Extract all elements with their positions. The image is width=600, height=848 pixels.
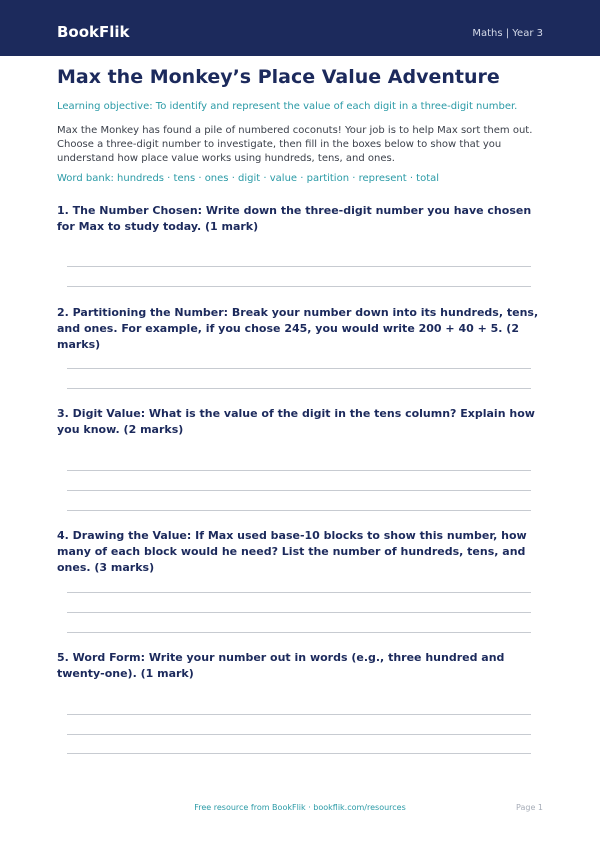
- question-text: 5. Word Form: Write your number out in words (e.g., three hundred and twenty-one). (1 mark): [57, 651, 505, 680]
- answer-line[interactable]: [67, 286, 531, 287]
- worksheet-title: Max the Monkey’s Place Value Adventure: [57, 66, 500, 88]
- learning-objective: Learning objective: To identify and represent the value of each digit in a three-digit number.: [57, 101, 518, 112]
- page-footer: [0, 802, 600, 816]
- answer-line[interactable]: [67, 266, 531, 267]
- word-bank: Word bank: hundreds · tens · ones · digit · value · partition · represent · total: [57, 173, 440, 184]
- page-number: Page 1: [516, 803, 543, 812]
- answer-line[interactable]: [67, 632, 531, 633]
- answer-line[interactable]: [67, 510, 531, 511]
- question-text: 1. The Number Chosen: Write down the three-digit number you have chosen for Max to study today. (1 mark): [57, 204, 532, 233]
- subject-year-label: Maths | Year 3: [472, 28, 543, 39]
- answer-line[interactable]: [67, 734, 531, 735]
- answer-line[interactable]: [67, 388, 531, 389]
- brand-logo[interactable]: BookFlik: [57, 23, 130, 41]
- question-text: 4. Drawing the Value: If Max used base-10 blocks to show this number, how many of each block would he need? List the number of hundreds, tens, and ones. (3 marks): [57, 529, 527, 574]
- answer-line[interactable]: [67, 612, 531, 613]
- site-header: [0, 0, 600, 56]
- answer-line[interactable]: [67, 753, 531, 754]
- question-2: [57, 305, 543, 353]
- question-3: [57, 406, 543, 438]
- answer-line[interactable]: [67, 592, 531, 593]
- footer-source-link[interactable]: Free resource from BookFlik · bookflik.com/resources: [194, 803, 406, 812]
- question-text: 2. Partitioning the Number: Break your number down into its hundreds, tens, and ones. For example, if you chose 245, you would write 200 + 40 + 5. (2 marks): [57, 306, 539, 351]
- question-4: [57, 528, 543, 576]
- intro-paragraph: Max the Monkey has found a pile of numbered coconuts! Your job is to help Max sort them out. Choose a three-digit number to investigate, then fill in the boxes below to show that you understand how place value works using hundreds, tens, and ones.: [57, 125, 533, 164]
- question-1: [57, 203, 543, 235]
- answer-line[interactable]: [67, 490, 531, 491]
- answer-line[interactable]: [67, 714, 531, 715]
- answer-line[interactable]: [67, 368, 531, 369]
- question-5: [57, 650, 543, 682]
- question-text: 3. Digit Value: What is the value of the digit in the tens column? Explain how you know. (2 marks): [57, 407, 535, 436]
- answer-line[interactable]: [67, 470, 531, 471]
